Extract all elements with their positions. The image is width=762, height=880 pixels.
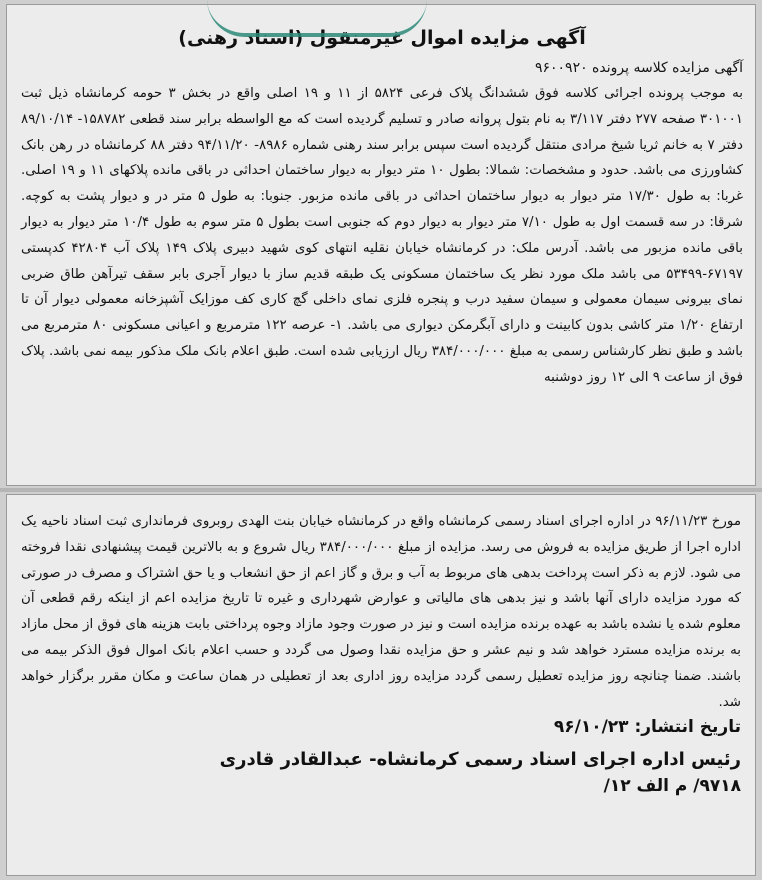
notice-body-bottom: مورخ ۹۶/۱۱/۲۳ در اداره اجرای اسناد رسمی کرمانشاه واقع در کرمانشاه خیابان بنت الهدی روبروی فرمانداری ثبت اسناد ناحیه یک اداره اجرا از طریق مزایده به فروش می رسد. مزایده از مبلغ ۳۸۴/۰۰۰/۰۰۰ ریال شروع و به بالاترین قیمت پیشنهادی نقدا فروخته می شود. لازم به ذکر است پرداخت بدهی های مربوط به آب و برق و گاز اعم از حق انشعاب و یا حق اشتراک و مصرف در صورتی که مورد مزایده دارای آنها باشد و نیز بدهی های مالیاتی و عوارض شهرداری و غیره تا تاریخ مزایده اعم از اینکه رقم قطعی آن معلوم شده یا نشده باشد به عهده برنده مزایده است و نیز در صورت وجود مازاد وجوه پرداختی بابت هزینه های فوق از محل مازاد به برنده مزایده مسترد خواهد شد و نیم عشر و حق مزایده نقدا وصول می گردد و حسب اعلام بانک اموال فوق الذکر بیمه می باشند. ضمنا چنانچه روز مزایده تعطیل رسمی گردد مزایده روز اداری بعد از تعطیلی در همان ساعت و مکان مقرر برگزار خواهد شد. xyxy=(21,514,742,710)
notice-bottom-section xyxy=(6,494,756,876)
file-number: آگهی مزایده کلاسه پرونده ۹۶۰۰۹۲۰ xyxy=(534,60,743,76)
notice-body-top: به موجب پرونده اجرائی کلاسه فوق ششدانگ پلاک فرعی ۵۸۲۴ از ۱۱ و ۱۹ اصلی واقع در بخش ۳ حومه کرمانشاه ذیل ثبت ۳۰۱۰۰۱ صفحه ۲۷۷ دفتر ۳/۱۱۷ به نام بتول پروانه صادر و تسلیم گردیده است که مع الواسطه برابر سند قطعی ۱۵۸۷۸۲- ۸۹/۱۰/۱۴ دفتر ۷ به خانم ثریا شیخ مرادی منتقل گردیده است سپس برابر سند رهنی شماره ۸۹۸۶- ۹۴/۱۱/۲۰ دفتر ۸۸ کرمانشاه در رهن بانک کشاورزی می باشد. حدود و مشخصات: شمالا: بطول ۱۰ متر دیوار به دیوار ساختمان احداثی در باقی مانده پلاکهای ۱۱ و ۱۹ اصلی. غربا: به طول ۱۷/۳۰ متر دیوار به دیوار ساختمان احداثی در باقی مانده مزبور. جنوبا: به طول ۵ متر در و دیوار پشت به کوچه. شرقا: در سه قسمت اول به طول ۷/۱۰ متر دیوار به دیوار دوم که جنوبی است بطول ۵ متر سوم به طول ۱۰/۴ متر دیوار به دیوار باقی مانده مزبور می باشد. آدرس ملک: در کرمانشاه خیابان نقلیه انتهای کوی شهید دبیری پلاک ۱۴۹ پلاک آب ۴۲۸۰۴ کدپستی ۶۷۱۹۷-۵۳۴۹۹ می باشد ملک مورد نظر یک ساختمان مسکونی یک طبقه قدیم ساز با دیوار آجری بابر سقف تیرآهن طاق ضربی نمای بیرونی سیمان معمولی و سیمان سفید درب و پنجره فلزی نمای داخلی گچ کاری کف موزایک آشپزخانه معمولی دیوار آن تا ارتفاع ۱/۲۰ متر کاشی بدون کابینت و دارای آبگرمکن دیواری می باشد. ۱- عرصه ۱۲۲ مترمربع و اعیانی مسکونی ۸۰ مترمربع می باشد و طبق نظر کارشناس رسمی به مبلغ ۳۸۴/۰۰۰/۰۰۰ ریال ارزیابی شده است. طبق اعلام بانک ملک مذکور بیمه نمی باشد. پلاک فوق از ساعت ۹ الی ۱۲ روز دوشنبه xyxy=(21,86,744,385)
notice-top-section xyxy=(6,4,756,486)
notice-title: آگهی مزایده اموال غیرمنقول (اسناد رهنی) xyxy=(178,27,586,49)
signer-line: رئیس اداره اجرای اسناد رسمی کرمانشاه- عبدالقادر قادری xyxy=(219,749,741,771)
newspaper-logo-fragment xyxy=(207,0,427,37)
notice-code: ۹۷۱۸/ م الف ۱۲/ xyxy=(603,776,741,797)
column-divider xyxy=(0,488,762,492)
publication-date: تاریخ انتشار: ۹۶/۱۰/۲۳ xyxy=(553,717,741,738)
